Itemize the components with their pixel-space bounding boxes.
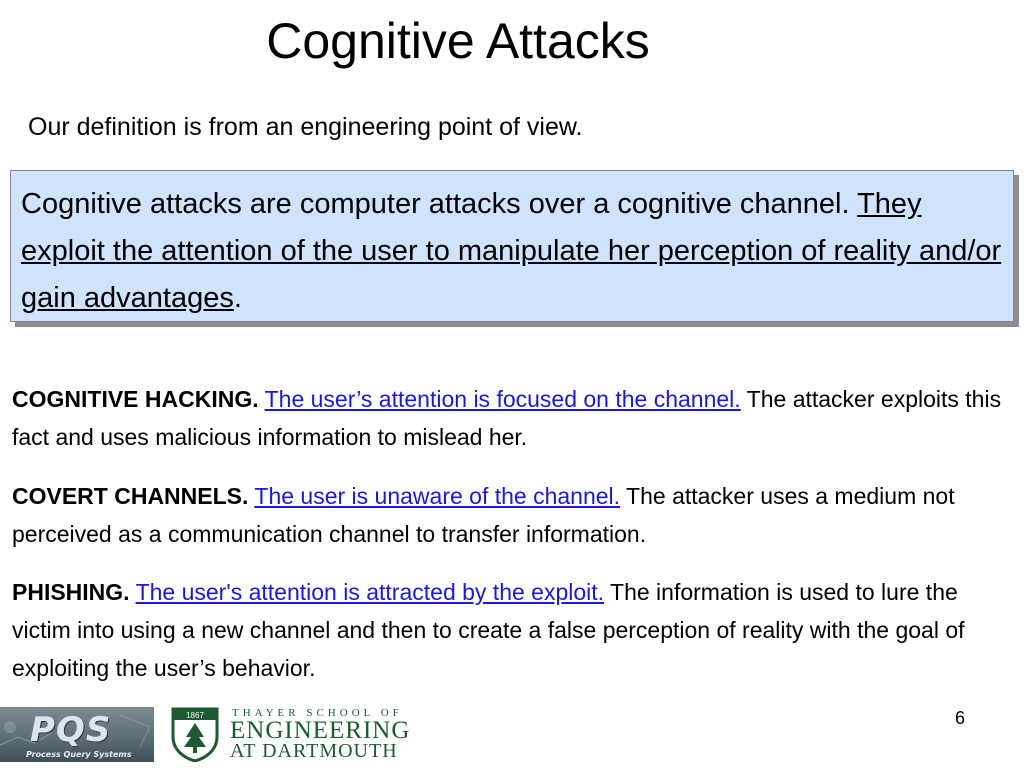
definition-underlined-sentence: They exploit the attention of the user to manipulate her perception of reality and/or gain advantages <box>21 188 1002 314</box>
item-heading: PHISHING. <box>12 579 130 605</box>
item-link[interactable]: The user’s attention is focused on the channel. <box>264 386 741 412</box>
item-body: The attacker uses a medium not perceived as a communication channel to transfer information. <box>12 483 955 547</box>
page-number: 6 <box>954 708 965 728</box>
item-link[interactable]: The user is unaware of the channel. <box>254 483 621 509</box>
slide-subtitle: Our definition is from an engineering point of view. <box>28 113 583 141</box>
definition-box <box>10 170 1014 322</box>
pqs-logo-tagline: Process Query Systems <box>26 750 132 759</box>
item-heading: COVERT CHANNELS. <box>12 483 249 509</box>
item-body: The attacker exploits this fact and uses malicious information to mislead her. <box>12 386 1002 450</box>
shield-year: 1867 <box>186 711 204 720</box>
pqs-logo <box>0 707 154 762</box>
item-cognitive-hacking <box>12 380 1012 456</box>
definition-period: . <box>233 282 242 314</box>
dartmouth-shield-icon <box>170 707 220 762</box>
dartmouth-line1: THAYER SCHOOL OF <box>232 707 403 719</box>
definition-sentence: Cognitive attacks are computer attacks over a cognitive channel. <box>21 188 850 220</box>
dartmouth-line2: ENGINEERING <box>230 717 411 744</box>
item-heading: COGNITIVE HACKING. <box>12 386 259 412</box>
item-body: The information is used to lure the victim into using a new channel and then to create a false perception of reality with the goal of exploiting the user’s behavior. <box>12 579 965 681</box>
item-phishing <box>12 573 1012 687</box>
dartmouth-line3: AT DARTMOUTH <box>230 740 398 762</box>
item-link[interactable]: The user's attention is attracted by the exploit. <box>135 579 605 605</box>
item-covert-channels <box>12 477 1012 553</box>
pqs-logo-mark: PQS <box>30 710 112 750</box>
slide-title: Cognitive Attacks <box>266 13 650 69</box>
dartmouth-logo <box>170 707 430 762</box>
